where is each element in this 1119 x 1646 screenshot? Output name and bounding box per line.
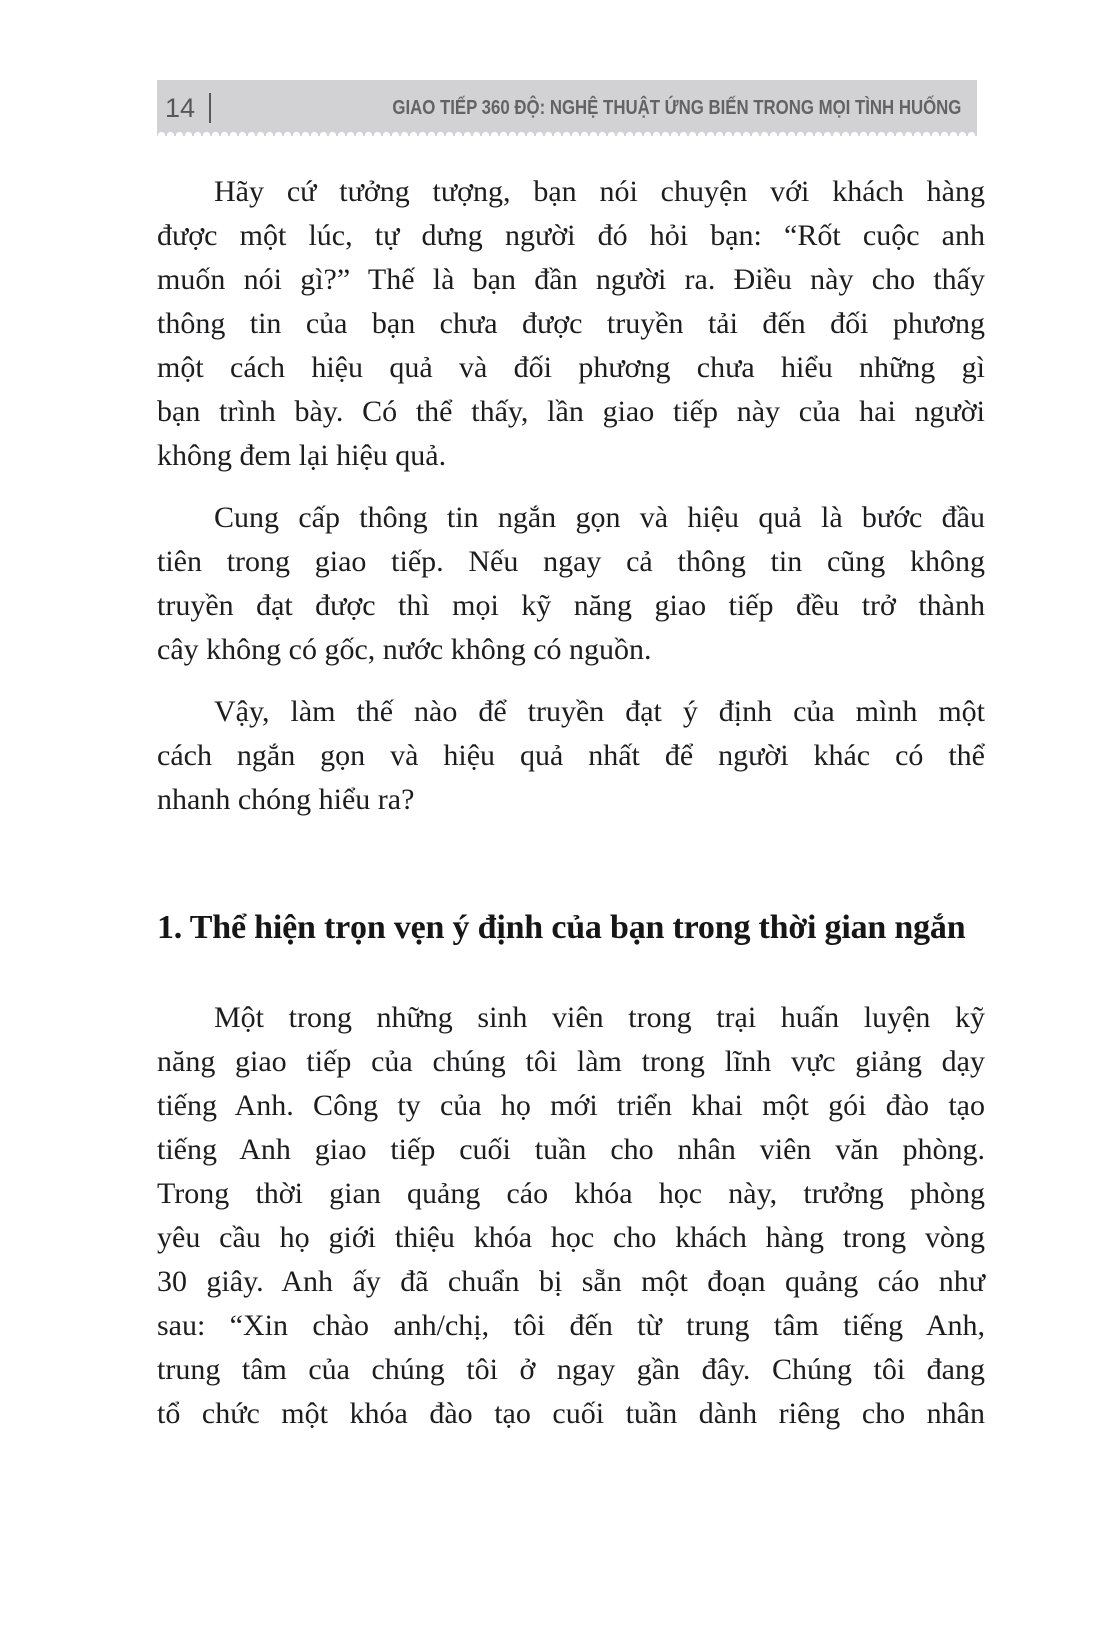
text-line: năng giao tiếp của chúng tôi làm trong lĩnh vực giảng dạy bbox=[157, 1045, 985, 1078]
page-body bbox=[157, 170, 985, 1454]
text-line: muốn nói gì?” Thế là bạn đần người ra. Điều này cho thấy bbox=[157, 263, 985, 296]
text-line: nhanh chóng hiểu ra? bbox=[157, 783, 415, 816]
text-line: trung tâm của chúng tôi ở ngay gần đây. Chúng tôi đang bbox=[157, 1353, 985, 1386]
paragraph bbox=[157, 996, 985, 1436]
book-title: GIAO TIẾP 360 ĐỘ: NGHỆ THUẬT ỨNG BIẾN TRONG MỌI TÌNH HUỐNG bbox=[392, 96, 961, 119]
paragraph bbox=[157, 170, 985, 478]
text-line: Hãy cứ tưởng tượng, bạn nói chuyện với khách hàng bbox=[214, 175, 985, 208]
section-heading: 1. Thể hiện trọn vẹn ý định của bạn trong thời gian ngắn bbox=[157, 909, 966, 946]
text-line: bạn trình bày. Có thể thấy, lần giao tiếp này của hai người bbox=[157, 395, 985, 428]
text-line: thông tin của bạn chưa được truyền tải đến đối phương bbox=[157, 307, 985, 340]
text-line: tiếng Anh giao tiếp cuối tuần cho nhân viên văn phòng. bbox=[157, 1133, 985, 1166]
text-line: Cung cấp thông tin ngắn gọn và hiệu quả là bước đầu bbox=[214, 501, 985, 534]
text-line: cây không có gốc, nước không có nguồn. bbox=[157, 633, 652, 666]
text-line: một cách hiệu quả và đối phương chưa hiểu những gì bbox=[157, 351, 985, 384]
text-line: yêu cầu họ giới thiệu khóa học cho khách hàng trong vòng bbox=[157, 1221, 985, 1254]
text-line: sau: “Xin chào anh/chị, tôi đến từ trung tâm tiếng Anh, bbox=[157, 1309, 985, 1342]
text-line: 30 giây. Anh ấy đã chuẩn bị sẵn một đoạn quảng cáo như bbox=[157, 1265, 985, 1298]
text-line: được một lúc, tự dưng người đó hỏi bạn: “Rốt cuộc anh bbox=[157, 219, 985, 252]
text-line: tiếng Anh. Công ty của họ mới triển khai một gói đào tạo bbox=[157, 1089, 985, 1122]
text-line: tiên trong giao tiếp. Nếu ngay cả thông tin cũng không bbox=[157, 545, 985, 578]
text-line: Trong thời gian quảng cáo khóa học này, trưởng phòng bbox=[157, 1177, 985, 1210]
text-line: không đem lại hiệu quả. bbox=[157, 439, 447, 472]
paragraph bbox=[157, 690, 985, 822]
running-header-bar bbox=[157, 80, 977, 136]
text-line: truyền đạt được thì mọi kỹ năng giao tiếp đều trở thành bbox=[157, 589, 985, 622]
text-line: cách ngắn gọn và hiệu quả nhất để người khác có thể bbox=[157, 739, 985, 772]
page-number: 14 bbox=[165, 92, 196, 123]
paragraph bbox=[157, 496, 985, 672]
text-line: Một trong những sinh viên trong trại huấn luyện kỹ bbox=[214, 1001, 985, 1034]
header-divider bbox=[209, 93, 211, 123]
text-line: tổ chức một khóa đào tạo cuối tuần dành riêng cho nhân bbox=[157, 1397, 985, 1430]
text-line: Vậy, làm thế nào để truyền đạt ý định của mình một bbox=[214, 695, 985, 728]
